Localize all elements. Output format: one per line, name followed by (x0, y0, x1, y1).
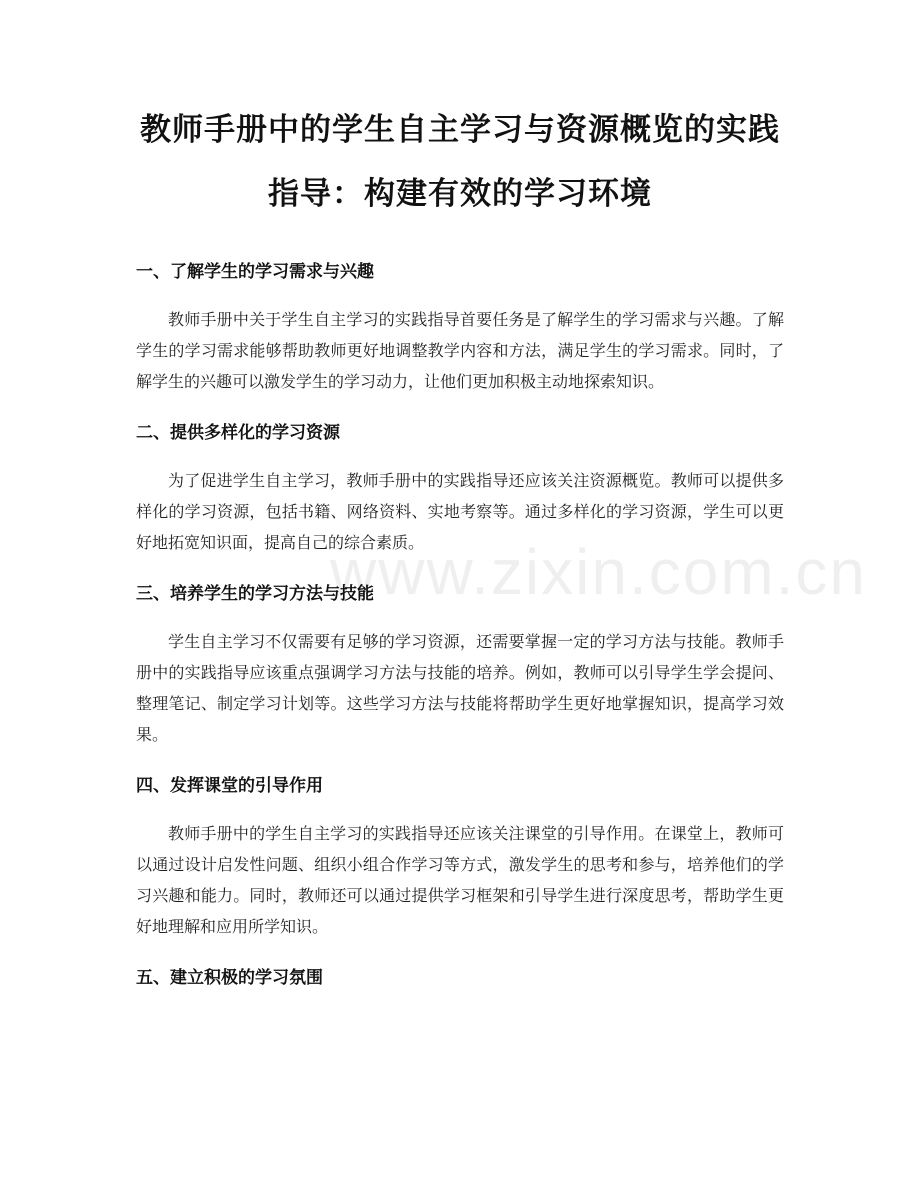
watermark: www.zixin.com.cn (330, 536, 867, 608)
section-heading: 二、提供多样化的学习资源 (136, 423, 340, 443)
section-heading: 五、建立积极的学习氛围 (136, 968, 323, 988)
section-heading: 一、了解学生的学习需求与兴趣 (136, 262, 374, 282)
section-paragraph: 教师手册中关于学生自主学习的实践指导首要任务是了解学生的学习需求与兴趣。了解学生的学习需求能够帮助教师更好地调整教学内容和方法，满足学生的学习需求。同时，了解学生的兴趣可以激发学生的学习动力，让他们更加积极主动地探索知识。 (136, 310, 784, 391)
section-heading: 三、培养学生的学习方法与技能 (136, 584, 374, 604)
page-title: 教师手册中的学生自主学习与资源概览的实践指导：构建有效的学习环境 (140, 112, 780, 212)
section-heading: 四、发挥课堂的引导作用 (136, 776, 323, 796)
section-paragraph: 为了促进学生自主学习，教师手册中的实践指导还应该关注资源概览。教师可以提供多样化的学习资源，包括书籍、网络资料、实地考察等。通过多样化的学习资源，学生可以更好地拓宽知识面，提高自己的综合素质。 (136, 471, 784, 552)
section-paragraph: 教师手册中的学生自主学习的实践指导还应该关注课堂的引导作用。在课堂上，教师可以通过设计启发性问题、组织小组合作学习等方式，激发学生的思考和参与，培养他们的学习兴趣和能力。同时，教师还可以通过提供学习框架和引导学生进行深度思考，帮助学生更好地理解和应用所学知识。 (136, 824, 784, 936)
section-paragraph: 学生自主学习不仅需要有足够的学习资源，还需要掌握一定的学习方法与技能。教师手册中的实践指导应该重点强调学习方法与技能的培养。例如，教师可以引导学生学会提问、整理笔记、制定学习计划等。这些学习方法与技能将帮助学生更好地掌握知识，提高学习效果。 (136, 632, 784, 744)
